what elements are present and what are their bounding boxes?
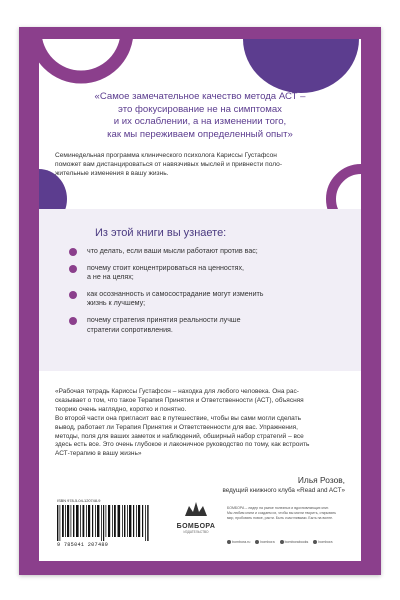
publisher-logo bbox=[173, 500, 219, 534]
learn-item-line: что делать, если ваши мысли работают против вас; bbox=[87, 247, 258, 255]
intro-line: жительные изменения в вашу жизнь. bbox=[55, 170, 169, 177]
learn-item-line: а не на целях; bbox=[87, 273, 134, 282]
barcode-digits: 9 785041 207489 bbox=[57, 542, 109, 548]
learn-item-line: почему стоит концентрироваться на ценностях, bbox=[87, 263, 245, 272]
social-item[interactable] bbox=[280, 540, 309, 544]
learn-title: Из этой книги вы узнаете: bbox=[95, 227, 227, 239]
review-paragraph bbox=[55, 388, 345, 459]
social-item[interactable] bbox=[255, 540, 274, 544]
isbn-block bbox=[57, 498, 149, 548]
barcode-icon bbox=[57, 505, 149, 541]
review-line: сказывает о том, что такое Терапия Принятия и Ответственности (АСТ), объясняя bbox=[55, 396, 304, 404]
telegram-icon bbox=[280, 540, 284, 544]
review-author bbox=[222, 475, 345, 494]
book-back-cover bbox=[19, 27, 381, 575]
publisher-name: БОМБОРА bbox=[176, 523, 216, 530]
intro-paragraph bbox=[55, 151, 345, 178]
learn-item bbox=[69, 264, 339, 283]
isbn-label: ISBN 978-5-04-120748-9 bbox=[57, 498, 101, 503]
learn-item-line: жизнь к лучшему; bbox=[87, 299, 146, 308]
legal-line: Мы любим книги и создаем их, чтобы вы могли творить, открывать bbox=[227, 510, 337, 515]
quote-line: и их ослаблении, а на изменении того, bbox=[113, 116, 287, 128]
quote-line: «Самое замечательное качество метода АСТ – bbox=[94, 91, 306, 102]
social-label: bombora bbox=[260, 540, 275, 544]
review-line: методы, поля для ваших заметок и наблюдений, обширный набор стратегий – все bbox=[55, 432, 304, 440]
author-name: Илья Розов, bbox=[297, 475, 345, 485]
legal-line: мир, пробовать новое, расти. Быть счастливыми. Быть на волне. bbox=[227, 515, 334, 520]
social-item[interactable] bbox=[313, 540, 332, 544]
cover-panel bbox=[39, 39, 361, 561]
learn-item bbox=[69, 290, 339, 309]
learn-item-line: как осознанность и самосострадание могут изменить bbox=[87, 289, 264, 298]
intro-line: поможет вам дистанцироваться от навязчивых мыслей и привнести поло- bbox=[55, 161, 283, 168]
review-line: здесь есть все. Это очень глубокое и лаконичное руководство по тому, как встроить bbox=[55, 441, 310, 449]
author-role: ведущий книжного клуба «Read and ACT» bbox=[222, 487, 345, 494]
social-label: bombora.ru bbox=[232, 540, 251, 544]
instagram-icon bbox=[313, 540, 317, 544]
bombora-logo-icon bbox=[183, 500, 209, 518]
publisher-sub: ИЗДАТЕЛЬСТВО bbox=[183, 530, 209, 534]
quote-line: это фокусирование не на симптомах bbox=[118, 103, 282, 115]
publisher-legal bbox=[227, 506, 351, 520]
learn-list bbox=[69, 247, 339, 342]
bullet-icon bbox=[69, 291, 77, 299]
review-line: «Рабочая тетрадь Кариссы Густафсон – находка для любого человека. Она рас- bbox=[55, 388, 299, 395]
social-links bbox=[227, 540, 357, 544]
review-line: АСТ-терапию в вашу жизнь» bbox=[55, 450, 142, 458]
social-label: bombora bbox=[318, 540, 333, 544]
vk-icon bbox=[255, 540, 259, 544]
quote-line: как мы переживаем определенный опыт» bbox=[107, 128, 293, 140]
bullet-icon bbox=[69, 248, 77, 256]
quote bbox=[57, 91, 343, 141]
decorative-half-circle-top-right bbox=[243, 39, 361, 95]
social-item[interactable] bbox=[227, 540, 250, 544]
legal-line: БОМБОРА – лидер на рынке полезных и вдохновляющих книг. bbox=[227, 506, 329, 510]
bullet-icon bbox=[69, 317, 77, 325]
decorative-circle-top-left bbox=[39, 39, 139, 93]
web-icon bbox=[227, 540, 231, 544]
review-line: теорию очень наглядно, коротко и понятно. bbox=[55, 405, 187, 413]
intro-line: Семинедельная программа клинического психолога Кариссы Густафсон bbox=[55, 152, 277, 159]
review-line: вывод, работает ли Терапия Принятия и Ответственности для вас. Упражнения, bbox=[55, 423, 298, 431]
learn-item bbox=[69, 247, 339, 257]
social-label: bomborabooks bbox=[284, 540, 309, 544]
learn-item bbox=[69, 316, 339, 335]
review-line: Во второй части она пригласит вас в путешествие, чтобы вы сами могли сделать bbox=[55, 414, 301, 422]
learn-item-line: почему стратегия принятия реальности лучше bbox=[87, 315, 241, 324]
learn-item-line: стратегии сопротивления. bbox=[87, 325, 173, 334]
bullet-icon bbox=[69, 265, 77, 273]
